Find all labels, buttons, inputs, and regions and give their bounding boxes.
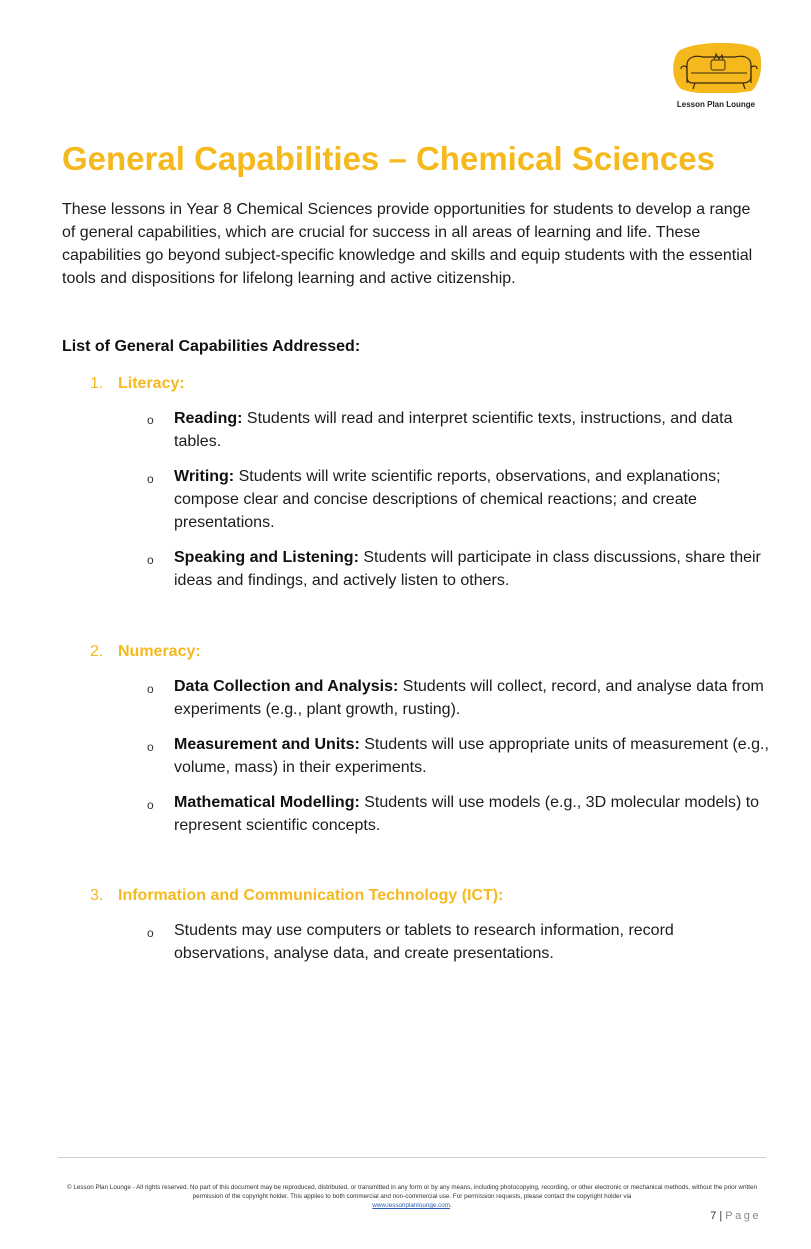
item-text: Students will read and interpret scientific texts, instructions, and data tables. [174,410,733,450]
list-item-reading [174,407,769,453]
list-bullet: o [147,553,154,567]
page-number [710,1210,761,1222]
item-term: Measurement and Units: [174,736,360,753]
list-bullet: o [147,740,154,754]
section-heading-numeracy [90,640,201,663]
list-bullet: o [147,413,154,427]
item-text: Students will write scientific reports, observations, and explanations; compose clear and concise descriptions of chemical reactions; and create presentations. [174,468,721,531]
item-text: Students will participate in class discussions, share their ideas and findings, and actively listen to others. [174,549,761,589]
link-suffix: . [449,1202,452,1209]
list-bullet: o [147,798,154,812]
list-item-ict [174,919,769,965]
list-heading: List of General Capabilities Addressed: [62,338,361,355]
list-item-speaking-listening [174,546,769,592]
list-bullet: o [147,682,154,696]
copyright-notice [62,1183,762,1210]
page-number-value: 7 [710,1210,717,1222]
list-bullet: o [147,472,154,486]
list-item-writing [174,465,769,534]
section-label: Literacy: [118,375,185,392]
website-link[interactable]: www.lessonplanlounge.com [372,1202,450,1209]
section-number: 1. [90,375,104,392]
item-term: Writing: [174,468,235,485]
section-heading-literacy [90,372,185,395]
item-term: Reading: [174,410,243,427]
sofa-logo-icon [673,43,761,93]
item-text: Students will use models (e.g., 3D molecular models) to represent scientific concepts. [174,794,760,834]
item-text: Students will collect, record, and analyse data from experiments (e.g., plant growth, rusting). [174,678,764,718]
list-bullet: o [147,926,154,940]
section-number: 3. [90,887,104,904]
section-label: Information and Communication Technology (ICT): [118,887,504,904]
page-separator: | [719,1210,723,1222]
list-item-measurement [174,733,769,779]
copyright-text: © Lesson Plan Lounge - All rights reserved. No part of this document may be reproduced, distributed, or transmitted in any form or by any means, including photocopying, recording, or other electronic or mechanical methods, without the prior written permission of the copyright holder. This applies to both commercial and non-commercial use. For permission requests, please contact the copyright holder via [67,1184,757,1200]
section-label: Numeracy: [118,643,201,660]
logo-text: Lesson Plan Lounge [676,100,756,109]
section-number: 2. [90,643,104,660]
list-item-data-collection [174,675,769,721]
item-term: Data Collection and Analysis: [174,678,399,695]
list-item-modelling [174,791,769,837]
footer-divider [58,1157,766,1158]
item-term: Mathematical Modelling: [174,794,360,811]
item-term: Speaking and Listening: [174,549,359,566]
logo [668,40,764,114]
page-title: General Capabilities – Chemical Sciences [62,140,715,177]
page-word: Page [725,1210,761,1222]
item-text: Students will use appropriate units of measurement (e.g., volume, mass) in their experiments. [174,736,769,776]
intro-paragraph: These lessons in Year 8 Chemical Sciences provide opportunities for students to develop a range of general capabilities, which are crucial for success in all areas of learning and life. These capabilities go beyond subject-specific knowledge and skills and equip students with the essential tools and dispositions for lifelong learning and active citizenship. [62,201,753,287]
item-text: Students may use computers or tablets to research information, record observations, analyse data, and create presentations. [174,922,674,962]
section-heading-ict [90,884,503,907]
